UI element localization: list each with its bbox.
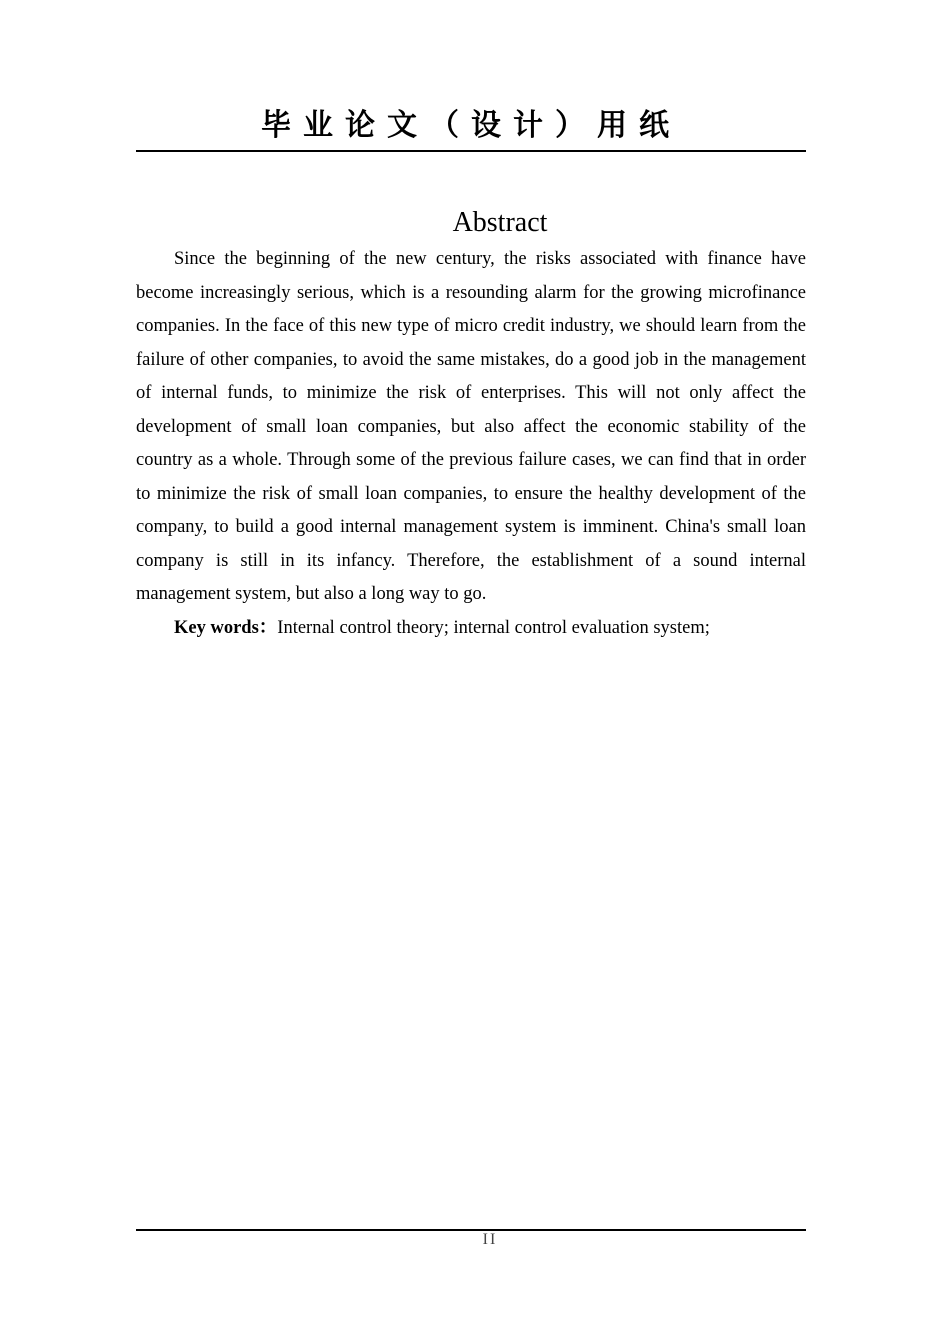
keywords-text: Internal control theory; internal control evaluation system; bbox=[277, 618, 710, 638]
header-divider bbox=[136, 150, 806, 152]
abstract-body: Since the beginning of the new century, the risks associated with finance have become increasingly serious, which is a resounding alarm for the growing microfinance companies. In the face of this new type of micro credit industry, we should learn from the failure of other companies, to avoid the same mistakes, do a good job in the management of internal funds, to minimize the risk of enterprises. This will not only affect the development of small loan companies, but also affect the economic stability of the country as a whole. Through some of the previous failure cases, we can find that in order to minimize the risk of small loan companies, to ensure the healthy development of the company, to build a good internal management system is imminent. China's small loan company is still in its infancy. Therefore, the establishment of a sound internal management system, but also a long way to go. bbox=[136, 249, 806, 604]
abstract-heading: Abstract bbox=[452, 207, 548, 238]
page-header-title: 毕业论文（设计）用纸 bbox=[261, 108, 681, 143]
page-number: II bbox=[482, 1231, 498, 1248]
keywords-line bbox=[136, 612, 806, 646]
keywords-label: Key words： bbox=[174, 618, 278, 638]
